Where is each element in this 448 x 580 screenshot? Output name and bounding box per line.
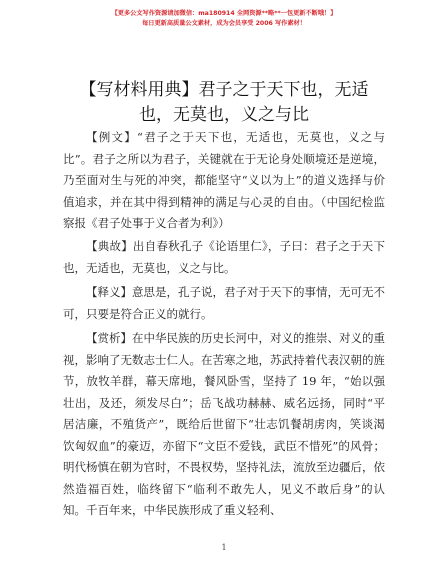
section-text: 在中华民族的历史长河中，对义的推崇、对义的重视，影响了无数志士仁人。在苦寒之地，苏武持着代表汉朝的旌节，放牧羊群，幕天席地，餐风卧雪，坚持了 19 年，“始以强壮出，及还，须发尽白”；岳飞战功赫赫、威名远扬，同时“平居洁廉，不殖货产”，既给后世留下“壮志饥餐胡虏肉，笑谈渴饮匈奴血”的豪迈，亦留下“文臣不爱钱，武臣不惜死”的风骨；明代杨慎在朝为官时，不畏权势，坚持礼法，流放至边疆后，依然造福百姓，临终留下“临利不敢先人，见义不敢后身”的认知。千百年来，中华民族形成了重义轻利、 (63, 331, 385, 517)
section-tag: 【典故】 (86, 239, 133, 253)
section-meaning (63, 282, 385, 325)
section-tag: 【赏析】 (86, 331, 132, 345)
section-text: 意思是，孔子说，君子对于天下的事情，无可无不可，只要是符合正义的就行。 (63, 285, 385, 321)
section-text: “君子之于天下也，无适也，无莫也，义之与比”。君子之所以为君子，关键就在于无论身处顺境还是逆境，乃至面对生与死的冲突，都能坚守“义以为上”的道义选择与价值追求，并在其中得到精神的满足与心灵的自由。（中国纪检监察报《君子处事于义合者为利》） (63, 130, 385, 230)
document-title: 【写材料用典】君子之于天下也，无适也，无莫也，义之与比 (79, 80, 369, 125)
promo-banner-line-1: 【更多公文写作资源请加微信：ma180914 全网资源**略**一包更新不断哦！】 (111, 10, 337, 17)
promo-banner (0, 9, 448, 29)
section-tag: 【例文】 (86, 130, 137, 144)
promo-banner-line-2: 每日更新高质量公文素材，成为会员享受 2006 写作素材！ (142, 20, 306, 27)
section-tag: 【释义】 (86, 285, 132, 299)
section-allusion (63, 236, 385, 279)
section-example (63, 127, 385, 235)
section-appreciation (63, 328, 385, 522)
section-text: 出自春秋孔子《论语里仁》，子曰：君子之于天下也，无适也，无莫也，义之与比。 (63, 239, 385, 275)
page-number: 1 (221, 543, 227, 552)
